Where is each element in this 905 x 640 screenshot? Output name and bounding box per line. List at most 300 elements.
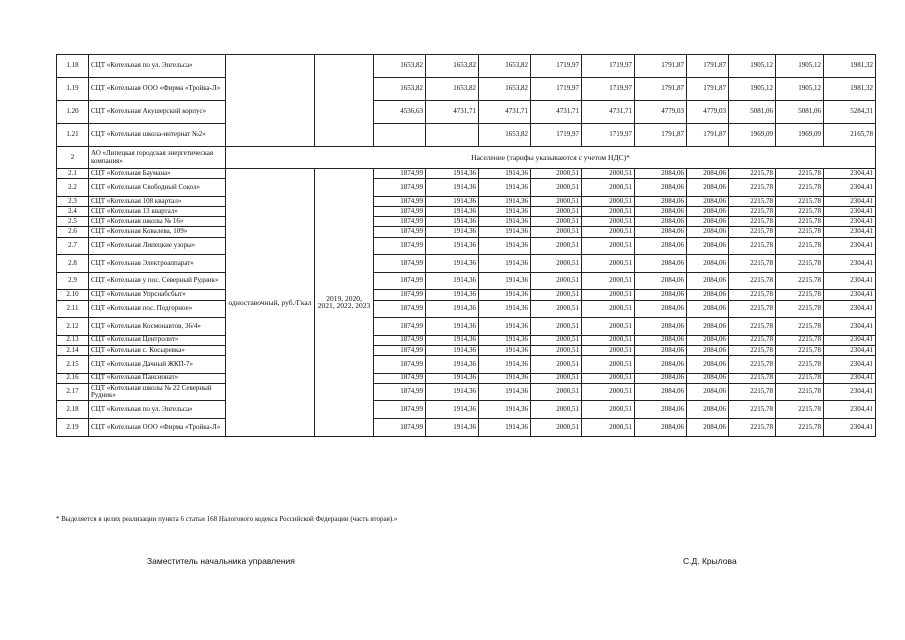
row-name: СЦТ «Котельная школы № 22 Северный Рудник» (89, 383, 226, 401)
tariff-value: 2084,06 (635, 318, 687, 336)
tariff-value: 2000,51 (531, 237, 582, 255)
row-name: СЦТ «Котельная ООО «Фирма «Тройка-Л» (89, 78, 226, 101)
tariff-value: 2215,78 (729, 373, 776, 383)
row-number: 2.7 (57, 237, 89, 255)
tariff-value: 4731,71 (426, 101, 479, 124)
tariff-value: 2215,78 (776, 227, 824, 237)
tariff-value: 2304,41 (824, 335, 876, 345)
tariff-value: 1874,99 (374, 335, 426, 345)
tariff-value: 1874,99 (374, 356, 426, 374)
tariff-value: 2215,78 (776, 356, 824, 374)
tariff-value: 2000,51 (531, 383, 582, 401)
tariff-value: 1914,36 (426, 227, 479, 237)
tariff-value: 2084,06 (687, 237, 729, 255)
table-row (57, 101, 876, 124)
tariff-value: 2000,51 (531, 290, 582, 300)
tariff-value: 2084,06 (635, 169, 687, 179)
tariff-value: 1914,36 (479, 356, 531, 374)
tariff-value: 2304,41 (824, 206, 876, 216)
table-body (57, 55, 876, 437)
tariff-value: 2000,51 (582, 345, 635, 355)
tariff-value: 2084,06 (635, 227, 687, 237)
tariff-value: 2000,51 (582, 290, 635, 300)
tariff-value: 1914,36 (426, 401, 479, 419)
table-row (57, 373, 876, 383)
tariff-value: 2215,78 (729, 290, 776, 300)
tariff-value: 1914,36 (479, 217, 531, 227)
tariff-value: 1914,36 (479, 335, 531, 345)
tariff-value: 1874,99 (374, 237, 426, 255)
row-name: СЦТ «Котельная по ул. Энгельса» (89, 401, 226, 419)
table-row (57, 255, 876, 273)
tariff-value: 5081,06 (776, 101, 824, 124)
tariff-value: 1914,36 (479, 272, 531, 290)
tariff-value: 2084,06 (635, 290, 687, 300)
tariff-value: 2304,41 (824, 217, 876, 227)
tariff-value: 1914,36 (426, 179, 479, 197)
tariff-value: 1914,36 (479, 169, 531, 179)
tariff-value: 2215,78 (729, 237, 776, 255)
tariff-value: 2000,51 (531, 345, 582, 355)
tariff-value: 2000,51 (531, 179, 582, 197)
tariff-value: 2215,78 (776, 419, 824, 437)
tariff-value: 1914,36 (479, 383, 531, 401)
tariff-value: 2084,06 (687, 335, 729, 345)
tariff-value: 1914,36 (426, 290, 479, 300)
tariff-value: 2000,51 (582, 227, 635, 237)
signature-name: С.Д. Крылова (683, 556, 737, 566)
row-number: 2.14 (57, 345, 89, 355)
row-number: 2.2 (57, 179, 89, 197)
tariff-value: 1874,99 (374, 179, 426, 197)
tariff-value: 1874,99 (374, 255, 426, 273)
tariff-value: 2215,78 (729, 335, 776, 345)
tariff-value: 4536,63 (374, 101, 426, 124)
tariff-value: 2000,51 (531, 373, 582, 383)
tariff-value: 2084,06 (687, 419, 729, 437)
section-note: Население (тарифы указываются с учетом НДС)* (226, 147, 876, 169)
tariff-value: 2304,41 (824, 196, 876, 206)
tariff-value: 1981,32 (824, 78, 876, 101)
table-row (57, 383, 876, 401)
tariff-value: 1914,36 (479, 290, 531, 300)
tariff-value: 2084,06 (635, 383, 687, 401)
tariff-value: 2304,41 (824, 300, 876, 318)
tariff-value: 1905,12 (729, 55, 776, 78)
row-number: 2.13 (57, 335, 89, 345)
tariff-value: 1719,97 (531, 124, 582, 147)
row-number: 2.1 (57, 169, 89, 179)
tariff-value: 2000,51 (582, 196, 635, 206)
tariff-value: 1914,36 (479, 179, 531, 197)
row-number: 2.4 (57, 206, 89, 216)
tariff-value: 1653,82 (374, 78, 426, 101)
row-number: 2.9 (57, 272, 89, 290)
tariff-value: 2000,51 (582, 272, 635, 290)
tariff-value: 2084,06 (687, 356, 729, 374)
tariff-value: 2084,06 (687, 179, 729, 197)
tariff-value: 1791,87 (687, 124, 729, 147)
tariff-value: 1914,36 (426, 272, 479, 290)
row-number: 2.15 (57, 356, 89, 374)
table-row (57, 124, 876, 147)
tariff-value: 1874,99 (374, 419, 426, 437)
tariff-value: 2215,78 (729, 196, 776, 206)
tariff-value: 2215,78 (729, 318, 776, 336)
unit-cell-top (226, 55, 315, 147)
tariff-value: 1653,82 (426, 78, 479, 101)
tariff-value: 1914,36 (426, 237, 479, 255)
tariff-value: 2000,51 (582, 383, 635, 401)
tariff-value: 2000,51 (531, 300, 582, 318)
row-name: СЦТ «Котельная Электроаппарат» (89, 255, 226, 273)
tariff-value: 1874,99 (374, 373, 426, 383)
table-row (57, 272, 876, 290)
table-row (57, 356, 876, 374)
tariff-value: 2000,51 (531, 356, 582, 374)
row-name: СЦТ «Котельная Упрснабсбыт» (89, 290, 226, 300)
tariff-value: 2165,78 (824, 124, 876, 147)
tariff-value: 2215,78 (729, 179, 776, 197)
tariff-value: 2304,41 (824, 237, 876, 255)
tariff-value: 1791,87 (635, 78, 687, 101)
tariff-value: 1914,36 (479, 401, 531, 419)
row-name: СЦТ «Котельная 108 квартал» (89, 196, 226, 206)
tariff-value: 2000,51 (531, 169, 582, 179)
row-number: 1.20 (57, 101, 89, 124)
table-row (57, 169, 876, 179)
tariff-value: 1791,87 (687, 55, 729, 78)
table-row (57, 78, 876, 101)
tariff-value: 1914,36 (426, 356, 479, 374)
tariff-value: 1914,36 (479, 227, 531, 237)
tariff-value: 2000,51 (582, 356, 635, 374)
section-header-row (57, 147, 876, 169)
tariff-value: 2215,78 (729, 300, 776, 318)
row-name: СЦТ «Котельная Центролит» (89, 335, 226, 345)
tariff-value: 1874,99 (374, 196, 426, 206)
tariff-value: 1914,36 (479, 206, 531, 216)
table-row (57, 335, 876, 345)
tariff-value: 1791,87 (635, 124, 687, 147)
tariff-value: 2000,51 (531, 335, 582, 345)
tariff-value: 1969,09 (776, 124, 824, 147)
tariff-value: 2084,06 (635, 300, 687, 318)
tariff-value: 1914,36 (479, 255, 531, 273)
tariff-value: 2215,78 (729, 383, 776, 401)
tariff-value: 2000,51 (582, 419, 635, 437)
tariff-value (426, 124, 479, 147)
row-number: 2.10 (57, 290, 89, 300)
row-number: 2.5 (57, 217, 89, 227)
tariff-value: 2084,06 (635, 401, 687, 419)
row-name: СЦТ «Котельная Пансионат» (89, 373, 226, 383)
tariff-value: 2084,06 (635, 335, 687, 345)
tariff-value: 2215,78 (776, 196, 824, 206)
row-name: СЦТ «Котельная школы № 16» (89, 217, 226, 227)
tariff-value: 2000,51 (531, 401, 582, 419)
tariff-value: 1653,82 (479, 124, 531, 147)
tariff-value: 2000,51 (531, 272, 582, 290)
tariff-value: 2215,78 (729, 227, 776, 237)
tariff-value: 2084,06 (687, 227, 729, 237)
tariff-value: 2084,06 (635, 345, 687, 355)
row-number: 2.18 (57, 401, 89, 419)
row-name: СЦТ «Котельная пос. Подгорное» (89, 300, 226, 318)
tariff-value: 2000,51 (531, 206, 582, 216)
footnote: * Выделяется в целях реализации пункта 6 статьи 168 Налогового кодекса Российской Федерации (часть вторая).» (56, 515, 398, 523)
tariff-value: 2215,78 (776, 318, 824, 336)
tariff-value: 1874,99 (374, 217, 426, 227)
tariff-value: 2215,78 (729, 419, 776, 437)
tariff-value: 2084,06 (687, 345, 729, 355)
tariff-value: 2304,41 (824, 356, 876, 374)
tariff-value: 2084,06 (635, 255, 687, 273)
tariff-value: 2084,06 (635, 206, 687, 216)
tariff-value: 1719,97 (531, 55, 582, 78)
tariff-value: 2084,06 (687, 290, 729, 300)
tariff-value: 2000,51 (582, 300, 635, 318)
tariff-value: 1874,99 (374, 401, 426, 419)
tariff-value: 1653,82 (426, 55, 479, 78)
row-number: 2.3 (57, 196, 89, 206)
table-row (57, 290, 876, 300)
table-row (57, 401, 876, 419)
tariff-value: 1719,97 (582, 78, 635, 101)
row-name: СЦТ «Котельная Свободный Сокол» (89, 179, 226, 197)
table-row (57, 196, 876, 206)
row-name: СЦТ «Котельная Космонавтов, 36/4» (89, 318, 226, 336)
tariff-value: 2215,78 (729, 272, 776, 290)
unit-cell: одноставочный, руб./Гкал (226, 169, 315, 437)
tariff-value: 2084,06 (635, 196, 687, 206)
table-row (57, 55, 876, 78)
tariff-table (56, 54, 876, 437)
row-number: 2.6 (57, 227, 89, 237)
tariff-value: 2000,51 (531, 419, 582, 437)
tariff-value: 1653,82 (479, 55, 531, 78)
tariff-value: 2084,06 (687, 401, 729, 419)
row-name: СЦТ «Котельная Акушерский корпус» (89, 101, 226, 124)
tariff-value: 2304,41 (824, 383, 876, 401)
signature-position: Заместитель начальника управления (147, 556, 295, 566)
tariff-value: 2215,78 (776, 345, 824, 355)
years-cell-top (315, 55, 374, 147)
tariff-value: 2215,78 (776, 383, 824, 401)
tariff-value: 2000,51 (582, 217, 635, 227)
tariff-value: 1914,36 (426, 318, 479, 336)
tariff-value: 2215,78 (729, 255, 776, 273)
tariff-value: 1874,99 (374, 272, 426, 290)
tariff-value: 1969,09 (729, 124, 776, 147)
tariff-value: 1791,87 (635, 55, 687, 78)
tariff-value: 2215,78 (776, 179, 824, 197)
tariff-value: 1719,97 (582, 55, 635, 78)
table-row (57, 419, 876, 437)
tariff-value: 2304,41 (824, 169, 876, 179)
row-number: 1.19 (57, 78, 89, 101)
tariff-value: 4779,03 (635, 101, 687, 124)
tariff-value: 1719,97 (531, 78, 582, 101)
row-name: СЦТ «Котельная ООО «Фирма «Тройка-Л» (89, 419, 226, 437)
table-row (57, 217, 876, 227)
tariff-value: 2000,51 (582, 179, 635, 197)
tariff-value: 1905,12 (776, 55, 824, 78)
tariff-value: 1914,36 (426, 169, 479, 179)
tariff-value: 2215,78 (729, 356, 776, 374)
tariff-value: 1914,36 (426, 217, 479, 227)
tariff-value: 1914,36 (426, 373, 479, 383)
tariff-value: 1981,32 (824, 55, 876, 78)
tariff-value: 1874,99 (374, 345, 426, 355)
tariff-value: 1914,36 (426, 300, 479, 318)
table-row (57, 318, 876, 336)
tariff-value: 1874,99 (374, 290, 426, 300)
row-number: 2.11 (57, 300, 89, 318)
tariff-value: 2000,51 (582, 169, 635, 179)
tariff-value: 2084,06 (687, 300, 729, 318)
row-name: СЦТ «Котельная у пос. Северный Рудник» (89, 272, 226, 290)
tariff-value: 1914,36 (479, 237, 531, 255)
tariff-value: 2304,41 (824, 318, 876, 336)
row-name: СЦТ «Котельная Баумана» (89, 169, 226, 179)
tariff-value (374, 124, 426, 147)
tariff-value: 2084,06 (687, 272, 729, 290)
tariff-value: 1914,36 (426, 206, 479, 216)
row-name: СЦТ «Котельная по ул. Энгельса» (89, 55, 226, 78)
tariff-value: 2215,78 (776, 290, 824, 300)
tariff-value: 2215,78 (776, 206, 824, 216)
row-name: СЦТ «Котельная 13 квартал» (89, 206, 226, 216)
row-name: СЦТ «Котельная Липецкие узоры» (89, 237, 226, 255)
tariff-value: 2000,51 (582, 255, 635, 273)
tariff-value: 1874,99 (374, 227, 426, 237)
tariff-value: 1874,99 (374, 206, 426, 216)
tariff-value: 1914,36 (426, 383, 479, 401)
tariff-value: 2084,06 (687, 169, 729, 179)
tariff-value: 2304,41 (824, 255, 876, 273)
tariff-value: 1914,36 (479, 345, 531, 355)
row-name: СЦТ «Котельная с. Косыревка» (89, 345, 226, 355)
tariff-value: 1914,36 (426, 255, 479, 273)
tariff-value: 1914,36 (426, 345, 479, 355)
row-number: 2.17 (57, 383, 89, 401)
tariff-value: 1914,36 (479, 300, 531, 318)
tariff-value: 2215,78 (729, 206, 776, 216)
table-row (57, 345, 876, 355)
tariff-value: 2084,06 (635, 373, 687, 383)
tariff-value: 2304,41 (824, 227, 876, 237)
table-row (57, 179, 876, 197)
tariff-value: 2084,06 (687, 206, 729, 216)
tariff-value: 2215,78 (729, 169, 776, 179)
tariff-value: 2084,06 (687, 255, 729, 273)
row-number: 1.18 (57, 55, 89, 78)
tariff-value: 2084,06 (635, 272, 687, 290)
tariff-value: 1905,12 (729, 78, 776, 101)
tariff-value: 2084,06 (635, 419, 687, 437)
tariff-value: 2304,41 (824, 290, 876, 300)
tariff-value: 2000,51 (582, 401, 635, 419)
row-number: 2.8 (57, 255, 89, 273)
tariff-value: 2215,78 (776, 255, 824, 273)
tariff-value: 1874,99 (374, 383, 426, 401)
row-name: СЦТ «Котельная школа-интернат №2» (89, 124, 226, 147)
tariff-value: 4779,03 (687, 101, 729, 124)
tariff-value: 2084,06 (687, 318, 729, 336)
tariff-value: 2215,78 (776, 217, 824, 227)
tariff-value: 2215,78 (776, 237, 824, 255)
table-row (57, 227, 876, 237)
tariff-value: 2304,41 (824, 345, 876, 355)
tariff-value: 2084,06 (635, 237, 687, 255)
tariff-value: 1874,99 (374, 169, 426, 179)
tariff-value: 2215,78 (776, 272, 824, 290)
tariff-value: 2000,51 (531, 196, 582, 206)
tariff-value: 1791,87 (687, 78, 729, 101)
tariff-value: 2084,06 (687, 373, 729, 383)
tariff-value: 1914,36 (479, 373, 531, 383)
tariff-value: 2215,78 (776, 335, 824, 345)
tariff-value: 5081,06 (729, 101, 776, 124)
tariff-value: 2215,78 (729, 345, 776, 355)
tariff-value: 2304,41 (824, 272, 876, 290)
table-row (57, 237, 876, 255)
tariff-value: 2084,06 (635, 179, 687, 197)
tariff-value: 1653,82 (479, 78, 531, 101)
tariff-value: 2304,41 (824, 419, 876, 437)
tariff-value: 2215,78 (729, 217, 776, 227)
row-name: СЦТ «Котельная Дачный ЖКП-7» (89, 356, 226, 374)
tariff-value: 2084,06 (635, 356, 687, 374)
tariff-value: 1653,82 (374, 55, 426, 78)
tariff-value: 2000,51 (531, 318, 582, 336)
tariff-value: 1874,99 (374, 318, 426, 336)
tariff-value: 2000,51 (582, 335, 635, 345)
tariff-value: 1914,36 (426, 419, 479, 437)
tariff-value: 2000,51 (531, 255, 582, 273)
row-number: 2.12 (57, 318, 89, 336)
section-name: АО «Липецкая городская энергетическая компания» (89, 147, 226, 169)
tariff-value: 1905,12 (776, 78, 824, 101)
tariff-value: 2084,06 (687, 217, 729, 227)
tariff-value: 2304,41 (824, 179, 876, 197)
tariff-value: 1874,99 (374, 300, 426, 318)
tariff-value: 2000,51 (582, 206, 635, 216)
tariff-value: 2000,51 (531, 227, 582, 237)
tariff-value: 2000,51 (582, 373, 635, 383)
tariff-value: 2000,51 (531, 217, 582, 227)
tariff-value: 4731,71 (479, 101, 531, 124)
tariff-value: 4731,71 (582, 101, 635, 124)
tariff-value: 2215,78 (776, 401, 824, 419)
tariff-value: 2215,78 (776, 373, 824, 383)
tariff-value: 2084,06 (635, 217, 687, 227)
tariff-value: 2304,41 (824, 401, 876, 419)
table-row (57, 206, 876, 216)
tariff-value: 4731,71 (531, 101, 582, 124)
tariff-value: 2084,06 (687, 383, 729, 401)
tariff-value: 2215,78 (776, 300, 824, 318)
tariff-value: 1914,36 (479, 419, 531, 437)
tariff-value: 1719,97 (582, 124, 635, 147)
tariff-value: 2215,78 (729, 401, 776, 419)
row-number: 2.19 (57, 419, 89, 437)
tariff-value: 5284,31 (824, 101, 876, 124)
table-row (57, 300, 876, 318)
tariff-value: 1914,36 (479, 318, 531, 336)
tariff-value: 1914,36 (479, 196, 531, 206)
